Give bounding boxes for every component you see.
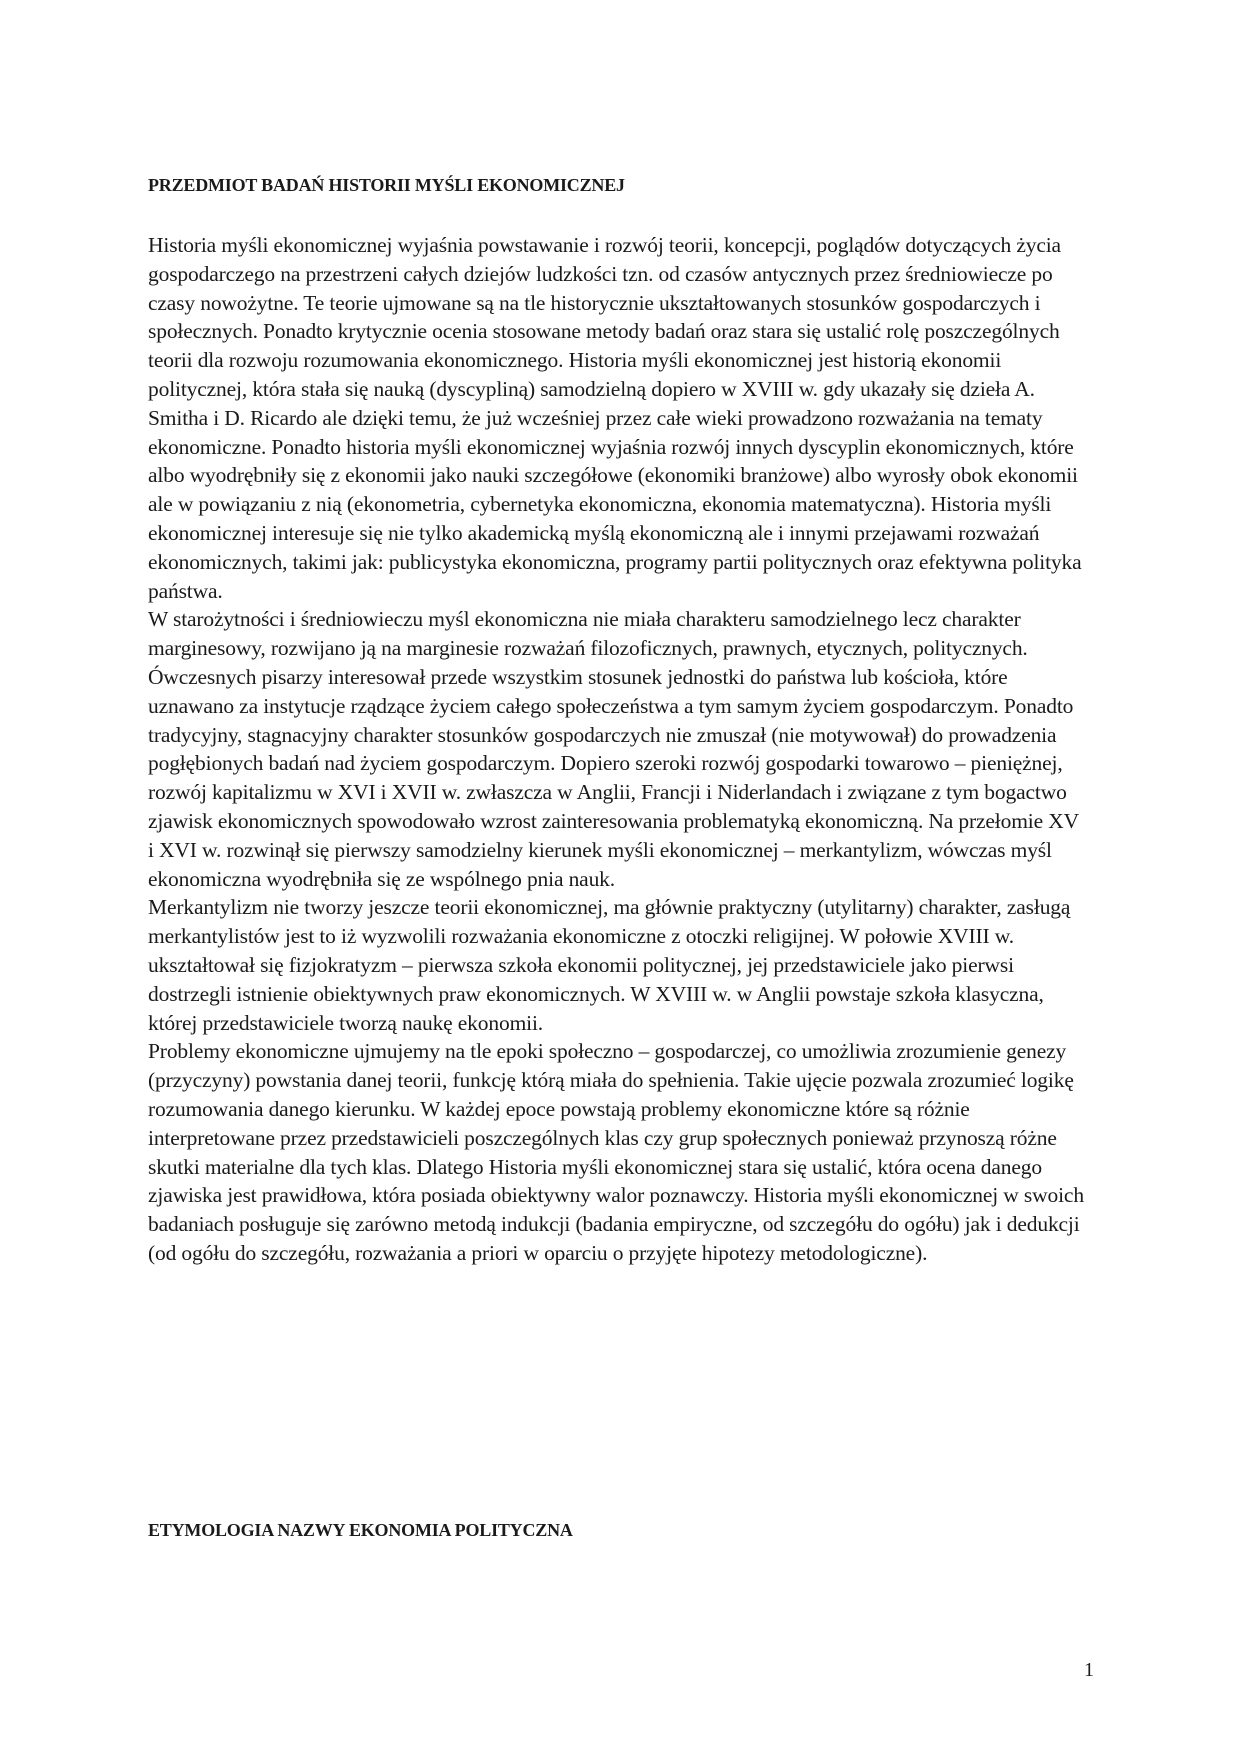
paragraph: Historia myśli ekonomicznej wyjaśnia powstawanie i rozwój teorii, koncepcji, poglądów dotyczących życia gospodarczego na przestrzeni całych dziejów ludzkości tzn. od czasów antycznych przez średniowiecze po czasy nowożytne. Te teorie ujmowane są na tle historycznie ukształtowanych stosunków gospodarczych i społecznych. Ponadto krytycznie ocenia stosowane metody badań oraz stara się ustalić rolę poszczególnych teorii dla rozwoju rozumowania ekonomicznego. Historia myśli ekonomicznej jest historią ekonomii politycznej, która stała się nauką (dyscypliną) samodzielną dopiero w XVIII w. gdy ukazały się dzieła A. Smitha i D. Ricardo ale dzięki temu, że już wcześniej przez całe wieki prowadzono rozważania na tematy ekonomiczne. Ponadto historia myśli ekonomicznej wyjaśnia rozwój innych dyscyplin ekonomicznych, które albo wyodrębniły się z ekonomii jako nauki szczegółowe (ekonomiki branżowe) albo wyrosły obok ekonomii ale w powiązaniu z nią (ekonometria, cybernetyka ekonomiczna, ekonomia matematyczna). Historia myśli ekonomicznej interesuje się nie tylko akademicką myślą ekonomiczną ale i innymi przejawami rozważań ekonomicznych, takimi jak: publicystyka ekonomiczna, programy partii politycznych oraz efektywna polityka państwa. <box>148 233 1082 603</box>
paragraph: W starożytności i średniowieczu myśl ekonomiczna nie miała charakteru samodzielnego lecz charakter marginesowy, rozwijano ją na marginesie rozważań filozoficznych, prawnych, etycznych, politycznych. Ówczesnych pisarzy interesował przede wszystkim stosunek jednostki do państwa lub kościoła, które uznawano za instytucje rządzące życiem całego społeczeństwa a tym samym życiem gospodarczym. Ponadto tradycyjny, stagnacyjny charakter stosunków gospodarczych nie zmuszał (nie motywował) do prowadzenia pogłębionych badań nad życiem gospodarczym. Dopiero szeroki rozwój gospodarki towarowo – pieniężnej, rozwój kapitalizmu w XVI i XVII w. zwłaszcza w Anglii, Francji i Niderlandach i związane z tym bogactwo zjawisk ekonomicznych spowodowało wzrost zainteresowania problematyką ekonomiczną. Na przełomie XV i XVI w. rozwinął się pierwszy samodzielny kierunek myśli ekonomicznej – merkantylizm, wówczas myśl ekonomiczna wyodrębniła się ze wspólnego pnia nauk. <box>148 607 1079 891</box>
page-number: 1 <box>1084 1659 1094 1681</box>
paragraph: Merkantylizm nie tworzy jeszcze teorii ekonomicznej, ma głównie praktyczny (utylitarny) charakter, zasługą merkantylistów jest to iż wyzwolili rozważania ekonomiczne z otoczki religijnej. W połowie XVIII w. ukształtował się fizjokratyzm – pierwsza szkoła ekonomii politycznej, jej przedstawiciele jako pierwsi dostrzegli istnienie obiektywnych praw ekonomicznych. W XVIII w. w Anglii powstaje szkoła klasyczna, której przedstawiciele tworzą naukę ekonomii. <box>148 895 1071 1035</box>
section-heading-etymology: ETYMOLOGIA NAZWY EKONOMIA POLITYCZNA <box>148 1520 573 1540</box>
section-heading-subject: PRZEDMIOT BADAŃ HISTORII MYŚLI EKONOMICZNEJ <box>148 175 625 195</box>
paragraph: Problemy ekonomiczne ujmujemy na tle epoki społeczno – gospodarczej, co umożliwia zrozumienie genezy (przyczyny) powstania danej teorii, funkcję którą miała do spełnienia. Takie ujęcie pozwala zrozumieć logikę rozumowania danego kierunku. W każdej epoce powstają problemy ekonomiczne które są różnie interpretowane przez przedstawicieli poszczególnych klas czy grup społecznych ponieważ przynoszą różne skutki materialne dla tych klas. Dlatego Historia myśli ekonomicznej stara się ustalić, która ocena danego zjawiska jest prawidłowa, która posiada obiektywny walor poznawczy. Historia myśli ekonomicznej w swoich badaniach posługuje się zarówno metodą indukcji (badania empiryczne, od szczegółu do ogółu) jak i dedukcji (od ogółu do szczegółu, rozważania a priori w oparciu o przyjęte hipotezy metodologiczne). <box>148 1039 1084 1265</box>
body-text <box>148 231 1088 1268</box>
